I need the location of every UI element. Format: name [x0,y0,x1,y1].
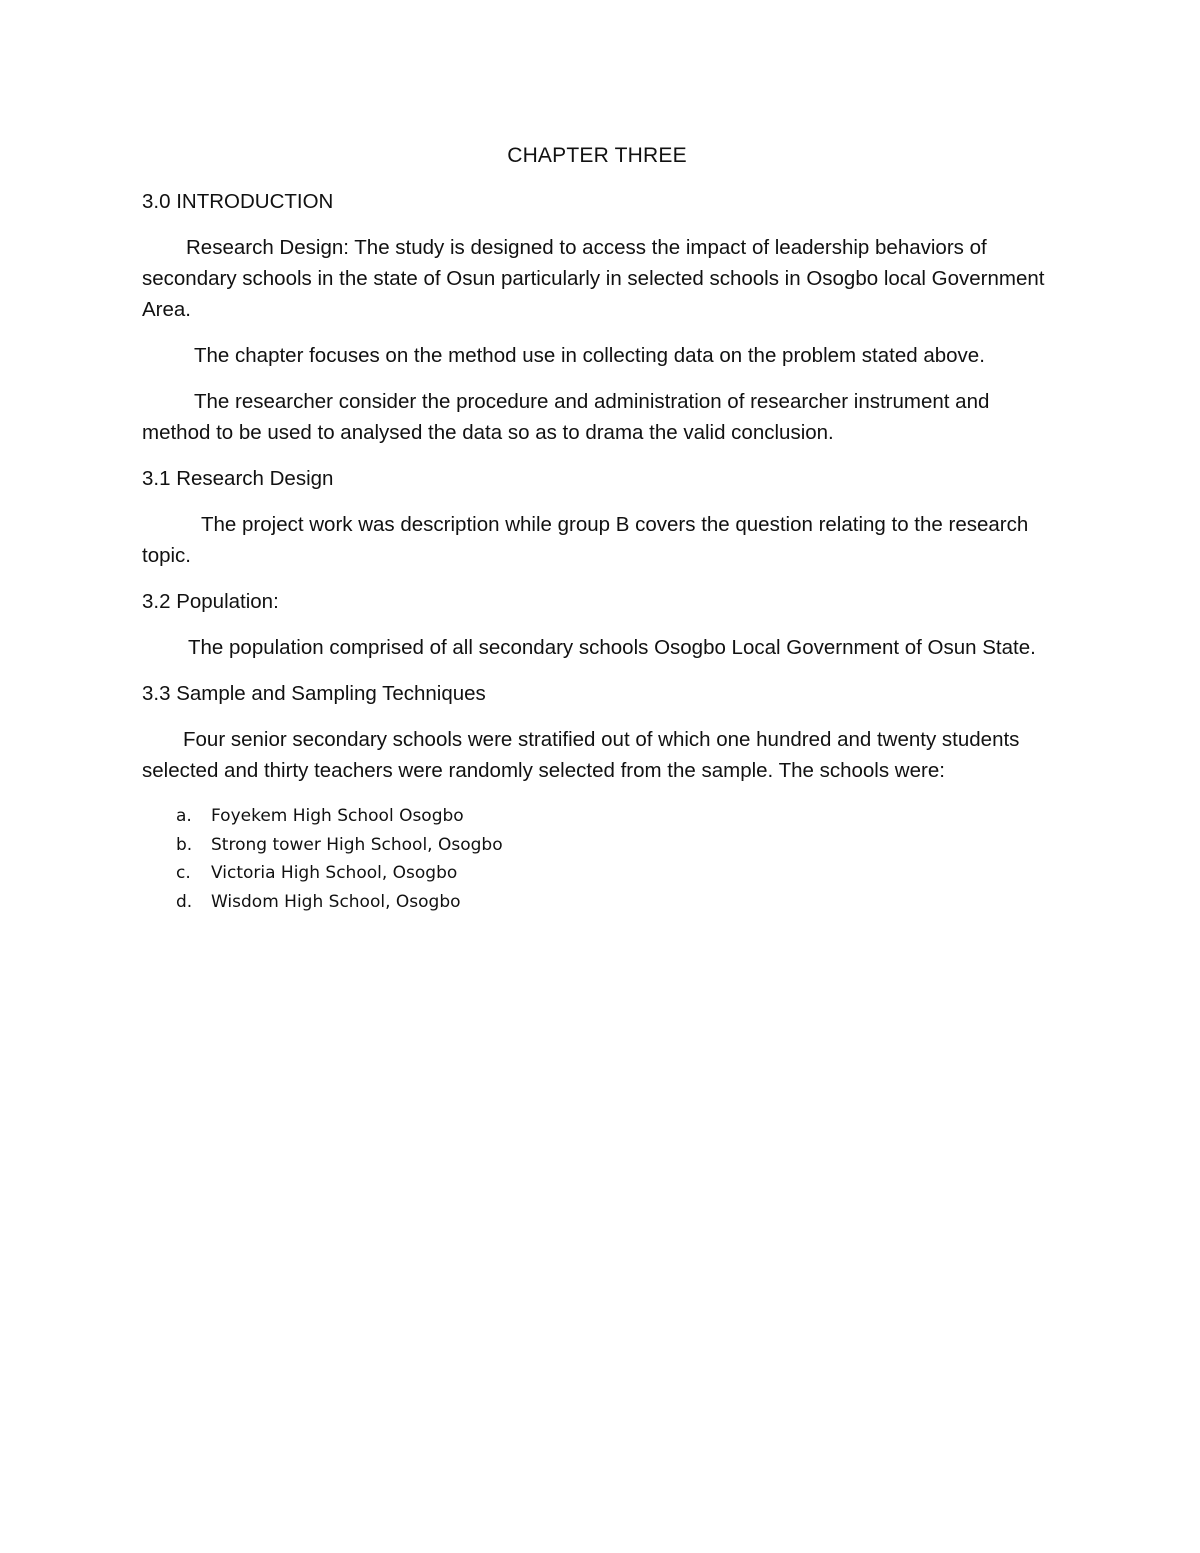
paragraph-sample: Four senior secondary schools were stratified out of which one hundred and twenty students selected and thirty teachers were randomly selected from the sample. The schools were: [142,728,1020,782]
chapter-title: CHAPTER THREE [507,144,687,167]
list-item [142,831,1052,860]
list-marker: b. [176,834,193,855]
section-heading-sample: 3.3 Sample and Sampling Techniques [142,682,486,705]
paragraph-chapter-focus: The chapter focuses on the method use in collecting data on the problem stated above. [194,344,985,367]
list-item [142,859,1052,888]
paragraph-project-work: The project work was description while group B covers the question relating to the research topic. [142,513,1029,567]
list-marker: a. [176,806,192,826]
section-heading-introduction: 3.0 INTRODUCTION [142,190,334,213]
school-name: Foyekem High School Osogbo [211,806,464,826]
section-heading-research-design: 3.1 Research Design [142,467,334,490]
list-item [142,888,1052,917]
list-marker: d. [176,891,193,912]
list-item [142,802,1052,831]
school-name: Wisdom High School, Osogbo [211,891,461,912]
document-body [142,140,1052,916]
school-name: Victoria High School, Osogbo [211,863,458,883]
paragraph-researcher-procedure: The researcher consider the procedure and administration of researcher instrument and method to be used to analysed the data so as to drama the valid conclusion. [142,390,990,444]
section-heading-population: 3.2 Population: [142,590,279,613]
paragraph-population: The population comprised of all secondary schools Osogbo Local Government of Osun State. [188,636,1036,659]
paragraph-research-design-intro: Research Design: The study is designed to access the impact of leadership behaviors of secondary schools in the state of Osun particularly in selected schools in Osogbo local Government Area. [142,236,1045,321]
schools-list [142,802,1052,916]
list-marker: c. [176,863,191,883]
school-name: Strong tower High School, Osogbo [211,834,503,855]
